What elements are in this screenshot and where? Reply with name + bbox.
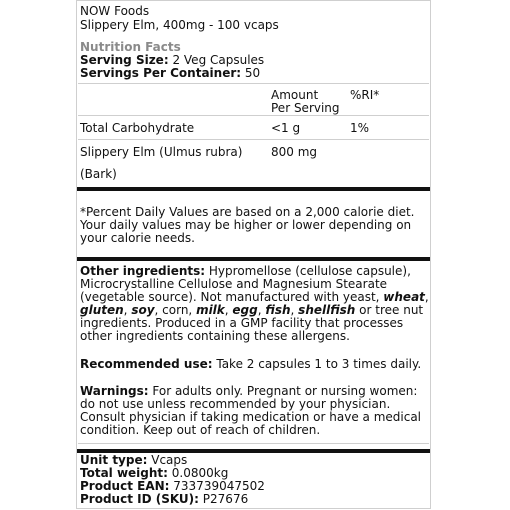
divider bbox=[78, 115, 429, 116]
divider bbox=[78, 139, 429, 140]
unit-type-value: Vcaps bbox=[151, 453, 188, 467]
allergen-soy: soy bbox=[131, 303, 155, 317]
servings-label: Servings Per Container: bbox=[80, 66, 242, 80]
allergen-milk: milk bbox=[196, 303, 225, 317]
nutrient-subname: (Bark) bbox=[80, 167, 117, 181]
serving-size-label: Serving Size: bbox=[80, 53, 169, 67]
nutrient-ri: 1% bbox=[350, 121, 370, 135]
unit-type-label: Unit type: bbox=[80, 453, 148, 467]
nutrient-name: Slippery Elm (Ulmus rubra) bbox=[80, 145, 243, 159]
allergen-corn: , corn, bbox=[154, 303, 197, 317]
separator: , bbox=[424, 290, 429, 304]
divider-thick bbox=[77, 187, 430, 191]
separator: , bbox=[224, 303, 233, 317]
allergen-wheat: wheat bbox=[383, 290, 425, 304]
nutrient-amount: 800 mg bbox=[271, 145, 318, 159]
warnings-text: For adults only. Pregnant or nursing women: do not use unless recommended by your physician. Consult physician if taking medication or have a medical condition. Keep out of reach of children. bbox=[80, 384, 422, 437]
allergen-shellfish: shellfish bbox=[298, 303, 356, 317]
product-ean-label: Product EAN: bbox=[80, 479, 170, 493]
brand-name: NOW Foods bbox=[80, 4, 150, 18]
total-weight-label: Total weight: bbox=[80, 466, 168, 480]
other-ingredients-text: Hypromellose (cellulose capsule), Microcrystalline Cellulose and Magnesium Stearate (vegetable source). Not manufactured with yeast, bbox=[80, 264, 411, 304]
servings-per-container bbox=[80, 67, 260, 80]
divider bbox=[78, 83, 429, 84]
recommended-use-text: Take 2 capsules 1 to 3 times daily. bbox=[212, 357, 422, 371]
col-amount-header-2: Per Serving bbox=[271, 101, 340, 115]
other-ingredients-text: or tree nut ingredients. Produced in a GMP facility that processes other ingredients containing these allergens. bbox=[80, 303, 424, 343]
total-weight-value: 0.0800kg bbox=[171, 466, 229, 480]
product-sku bbox=[80, 493, 248, 506]
divider bbox=[78, 443, 429, 444]
allergen-fish: fish bbox=[265, 303, 291, 317]
other-ingredients bbox=[80, 265, 429, 343]
col-ri-header: %RI* bbox=[350, 88, 380, 102]
nutrient-amount: <1 g bbox=[271, 121, 301, 135]
col-amount-header-1: Amount bbox=[271, 88, 319, 102]
separator: , bbox=[290, 303, 299, 317]
other-ingredients-label: Other ingredients: bbox=[80, 264, 206, 278]
nutrition-facts-title: Nutrition Facts bbox=[80, 40, 181, 54]
product-name: Slippery Elm, 400mg - 100 vcaps bbox=[80, 18, 279, 32]
recommended-use-label: Recommended use: bbox=[80, 357, 213, 371]
divider-thick bbox=[77, 257, 430, 261]
servings-value: 50 bbox=[244, 66, 261, 80]
daily-values-footnote: *Percent Daily Values are based on a 2,000 calorie diet. Your daily values may be higher or lower depending on your calorie needs. bbox=[80, 205, 415, 245]
nutrient-name: Total Carbohydrate bbox=[80, 121, 195, 135]
separator: , bbox=[257, 303, 266, 317]
product-ean-value: 733739047502 bbox=[173, 479, 265, 493]
recommended-use bbox=[80, 358, 429, 371]
separator: , bbox=[123, 303, 132, 317]
allergen-gluten: gluten bbox=[80, 303, 124, 317]
warnings bbox=[80, 385, 429, 437]
allergen-egg: egg bbox=[232, 303, 258, 317]
serving-size-value: 2 Veg Capsules bbox=[172, 53, 265, 67]
product-sku-label: Product ID (SKU): bbox=[80, 492, 199, 506]
product-label-panel bbox=[76, 0, 431, 509]
product-sku-value: P27676 bbox=[202, 492, 249, 506]
warnings-label: Warnings: bbox=[80, 384, 149, 398]
